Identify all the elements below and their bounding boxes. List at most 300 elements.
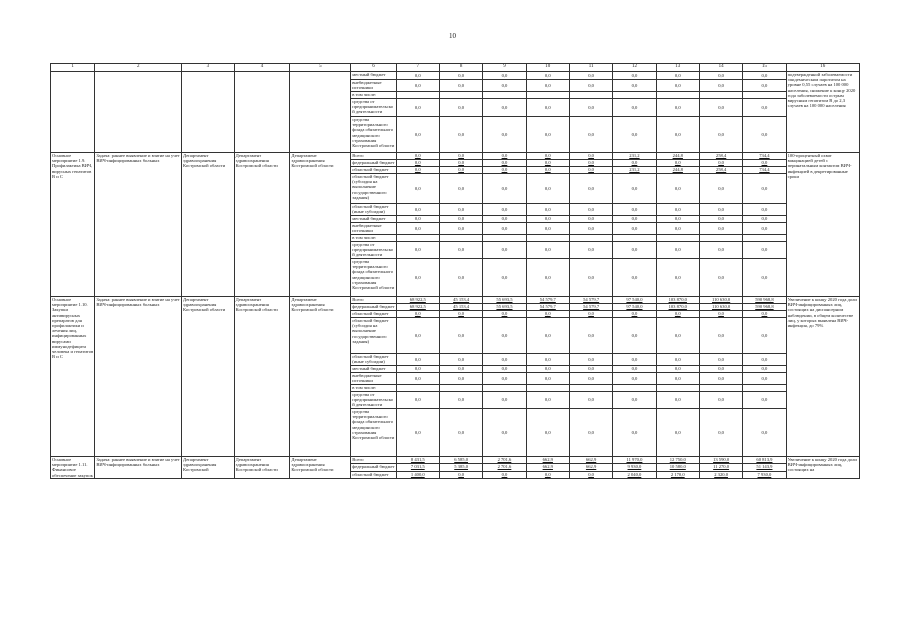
value-cell	[483, 385, 526, 392]
value-cell: 6 585,0	[439, 457, 482, 464]
value-cell: 0,0	[569, 216, 612, 223]
value-cell: 0,0	[613, 72, 656, 80]
value-cell: 0,0	[699, 160, 742, 167]
value-cell: 0,0	[396, 153, 439, 160]
value-cell: 0,0	[439, 216, 482, 223]
value-cell: 0,0	[656, 72, 699, 80]
value-cell: 0,0	[743, 318, 786, 354]
value-cell	[526, 92, 569, 99]
task-text: Задача: раннее выявление и взятие на учет ВИЧ-инфицированных больных	[95, 457, 182, 479]
value-cell: 0,0	[699, 242, 742, 259]
value-cell: 0,0	[526, 160, 569, 167]
value-cell: 0,0	[526, 72, 569, 80]
value-cell: 0,0	[569, 174, 612, 204]
value-cell: 590 968,8	[743, 304, 786, 311]
value-cell: 0,0	[396, 216, 439, 223]
value-cell: 0,0	[483, 160, 526, 167]
funding-source-label: в том числе:	[351, 235, 396, 242]
value-cell	[483, 235, 526, 242]
value-cell: 0,0	[743, 80, 786, 92]
value-cell: 0,0	[569, 204, 612, 216]
value-cell: 2 320,0	[699, 471, 742, 478]
column-header: 5	[290, 64, 351, 72]
funding-source-label: средства территориального фонда обязательного медицинского страхования Костромской области	[351, 117, 396, 153]
value-cell: 0,0	[439, 117, 482, 153]
column-header: 4	[234, 64, 290, 72]
value-cell: 0,0	[569, 99, 612, 117]
value-cell	[613, 235, 656, 242]
value-cell: 590 968,8	[743, 297, 786, 304]
value-cell: 0,0	[743, 366, 786, 373]
value-cell: 2 701,6	[483, 464, 526, 471]
value-cell: 0,0	[613, 373, 656, 385]
value-cell: 0,0	[396, 80, 439, 92]
value-cell: 51 143,9	[743, 464, 786, 471]
value-cell: 0,0	[613, 80, 656, 92]
value-cell	[569, 92, 612, 99]
value-cell: 0,0	[483, 392, 526, 409]
value-cell: 0,0	[699, 117, 742, 153]
value-cell: 0,0	[743, 72, 786, 80]
value-cell: 0,0	[526, 174, 569, 204]
funding-source-label: средства от предпринимательской деятельности	[351, 242, 396, 259]
value-cell: 55 693,5	[483, 297, 526, 304]
value-cell	[396, 92, 439, 99]
value-cell: 0,0	[526, 311, 569, 318]
value-cell: 7 930,0	[743, 471, 786, 478]
value-cell: 0,0	[656, 80, 699, 92]
value-cell: 0,0	[743, 242, 786, 259]
value-cell: 662,9	[569, 464, 612, 471]
value-cell: 0,0	[526, 99, 569, 117]
value-cell: 7 031,5	[396, 464, 439, 471]
value-cell: 0,0	[483, 259, 526, 297]
value-cell: 0,0	[569, 72, 612, 80]
value-cell: 0,0	[613, 204, 656, 216]
value-cell: 231,2	[613, 167, 656, 174]
value-cell: 0,0	[743, 392, 786, 409]
value-cell: 97 540,0	[613, 304, 656, 311]
value-cell: 0,0	[526, 373, 569, 385]
value-cell: 0,0	[699, 80, 742, 92]
value-cell	[526, 385, 569, 392]
value-cell: 0,0	[656, 99, 699, 117]
value-cell: 0,0	[526, 216, 569, 223]
value-cell: 2 040,0	[613, 471, 656, 478]
recipient-cell: Департамент здравоохранения Костромской области	[290, 153, 351, 297]
funding-source-label: внебюджетные источники	[351, 373, 396, 385]
value-cell: 662,9	[569, 457, 612, 464]
value-cell: 0,0	[439, 167, 482, 174]
value-cell: 0,0	[526, 366, 569, 373]
value-cell: 0,0	[569, 259, 612, 297]
value-cell: 0,0	[396, 392, 439, 409]
task-text: Задача: раннее выявление и взятие на учет ВИЧ-инфицированных больных	[95, 297, 182, 457]
value-cell: 0,0	[656, 216, 699, 223]
value-cell: 0,0	[396, 174, 439, 204]
value-cell: 0,0	[483, 174, 526, 204]
value-cell: 0,0	[483, 117, 526, 153]
empty-cell	[95, 72, 182, 153]
value-cell: 231,2	[613, 153, 656, 160]
value-cell: 0,0	[569, 80, 612, 92]
value-cell: 0,0	[483, 311, 526, 318]
value-cell: 0,0	[699, 223, 742, 235]
value-cell: 0,0	[396, 366, 439, 373]
value-cell: 0,0	[699, 354, 742, 366]
value-cell: 0,0	[743, 311, 786, 318]
executor-cell: Департамент здравоохранения Костромской области	[182, 153, 235, 297]
value-cell: 45 153,4	[439, 304, 482, 311]
column-header: 9	[483, 64, 526, 72]
value-cell: 0,0	[699, 392, 742, 409]
value-cell: 0,0	[439, 259, 482, 297]
value-cell: 0,0	[483, 318, 526, 354]
customer-cell: Департамент здравоохранения Костромской области	[234, 457, 290, 479]
value-cell	[613, 385, 656, 392]
value-cell: 0,0	[613, 409, 656, 457]
value-cell: 0,0	[569, 409, 612, 457]
value-cell: 0,0	[483, 99, 526, 117]
value-cell: 0,0	[743, 160, 786, 167]
value-cell: 0,0	[569, 471, 612, 478]
value-cell: 54 579,7	[526, 304, 569, 311]
value-cell: 1 400,0	[396, 471, 439, 478]
value-cell: 0,0	[699, 72, 742, 80]
value-cell: 0,0	[699, 311, 742, 318]
value-cell: 0,0	[396, 373, 439, 385]
value-cell: 0,0	[743, 373, 786, 385]
recipient-cell: Департамент здравоохранения Костромской области	[290, 457, 351, 479]
funding-source-label: внебюджетные источники	[351, 80, 396, 92]
value-cell: 0,0	[743, 216, 786, 223]
value-cell: 0,0	[699, 318, 742, 354]
value-cell: 0,0	[569, 392, 612, 409]
value-cell: 0,0	[396, 72, 439, 80]
value-cell: 0,0	[396, 318, 439, 354]
value-cell: 0,0	[656, 354, 699, 366]
value-cell: 0,0	[483, 223, 526, 235]
funding-source-label: Всего	[351, 153, 396, 160]
value-cell: 0,0	[613, 392, 656, 409]
value-cell: 0,0	[613, 311, 656, 318]
value-cell: 0,0	[526, 392, 569, 409]
value-cell: 68 922,5	[396, 304, 439, 311]
value-cell: 734,4	[743, 167, 786, 174]
value-cell: 0,0	[656, 373, 699, 385]
value-cell: 0,0	[483, 471, 526, 478]
value-cell: 55 693,5	[483, 304, 526, 311]
expected-result: Увеличение к концу 2020 года доли ВИЧ-инфицированных лиц, состоящих на	[786, 457, 859, 479]
value-cell: 0,0	[656, 242, 699, 259]
value-cell: 0,0	[483, 80, 526, 92]
value-cell: 0,0	[743, 259, 786, 297]
page-number: 10	[449, 32, 456, 40]
value-cell: 0,0	[656, 366, 699, 373]
value-cell: 0,0	[699, 204, 742, 216]
value-cell: 0,0	[699, 409, 742, 457]
funding-source-label: средства от предпринимательской деятельности	[351, 99, 396, 117]
value-cell: 0,0	[699, 366, 742, 373]
value-cell: 0,0	[396, 409, 439, 457]
value-cell	[656, 235, 699, 242]
value-cell: 244,8	[656, 153, 699, 160]
value-cell: 0,0	[439, 392, 482, 409]
value-cell: 0,0	[613, 354, 656, 366]
value-cell: 0,0	[396, 167, 439, 174]
table-row	[51, 72, 860, 80]
column-header: 13	[656, 64, 699, 72]
value-cell: 0,0	[656, 259, 699, 297]
value-cell: 0,0	[743, 99, 786, 117]
funding-source-label: средства территориального фонда обязательного медицинского страхования Костромской области	[351, 259, 396, 297]
funding-source-label: областной бюджет	[351, 167, 396, 174]
value-cell: 0,0	[656, 117, 699, 153]
value-cell: 0,0	[396, 311, 439, 318]
value-cell	[699, 385, 742, 392]
value-cell: 0,0	[656, 318, 699, 354]
value-cell: 0,0	[656, 160, 699, 167]
value-cell: 0,0	[743, 409, 786, 457]
value-cell: 0,0	[439, 471, 482, 478]
value-cell: 0,0	[439, 242, 482, 259]
column-header: 2	[95, 64, 182, 72]
value-cell: 244,8	[656, 167, 699, 174]
funding-source-label: в том числе:	[351, 385, 396, 392]
funding-source-label: местный бюджет	[351, 72, 396, 80]
value-cell	[526, 235, 569, 242]
value-cell: 0,0	[396, 160, 439, 167]
value-cell: 0,0	[699, 99, 742, 117]
value-cell: 0,0	[699, 373, 742, 385]
value-cell: 0,0	[439, 409, 482, 457]
value-cell: 103 870,0	[656, 304, 699, 311]
value-cell: 13 590,0	[699, 457, 742, 464]
value-cell	[699, 235, 742, 242]
value-cell	[483, 92, 526, 99]
value-cell: 0,0	[613, 174, 656, 204]
task-text: Задача: раннее выявление и взятие на учет ВИЧ-инфицированных больных	[95, 153, 182, 297]
value-cell: 0,0	[483, 204, 526, 216]
customer-cell: Департамент здравоохранения Костромской области	[234, 153, 290, 297]
funding-source-label: областной бюджет (субсидия на выполнение государственного задания)	[351, 174, 396, 204]
value-cell: 0,0	[569, 354, 612, 366]
value-cell: 0,0	[439, 354, 482, 366]
value-cell: 0,0	[743, 174, 786, 204]
column-header: 12	[613, 64, 656, 72]
value-cell	[656, 92, 699, 99]
value-cell: 54 579,7	[569, 304, 612, 311]
value-cell: 12 750,0	[656, 457, 699, 464]
empty-cell	[290, 72, 351, 153]
funding-source-label: областной бюджет (иные субсидии)	[351, 204, 396, 216]
value-cell: 0,0	[569, 311, 612, 318]
column-header: 15	[743, 64, 786, 72]
value-cell: 0,0	[526, 117, 569, 153]
value-cell: 0,0	[483, 242, 526, 259]
value-cell: 0,0	[613, 223, 656, 235]
value-cell	[439, 385, 482, 392]
value-cell	[743, 92, 786, 99]
value-cell: 0,0	[743, 117, 786, 153]
funding-source-label: средства от предпринимательской деятельности	[351, 392, 396, 409]
table-row	[51, 297, 860, 304]
value-cell: 0,0	[656, 174, 699, 204]
value-cell: 0,0	[526, 471, 569, 478]
value-cell: 0,0	[613, 366, 656, 373]
value-cell: 2 701,6	[483, 457, 526, 464]
value-cell: 0,0	[526, 204, 569, 216]
table-row	[51, 153, 860, 160]
value-cell: 258,4	[699, 153, 742, 160]
value-cell: 0,0	[439, 160, 482, 167]
value-cell: 0,0	[569, 373, 612, 385]
funding-source-label: местный бюджет	[351, 366, 396, 373]
column-header: 8	[439, 64, 482, 72]
value-cell	[396, 385, 439, 392]
funding-source-label: областной бюджет	[351, 471, 396, 478]
value-cell: 0,0	[439, 80, 482, 92]
value-cell: 11 970,0	[613, 457, 656, 464]
value-cell: 0,0	[569, 160, 612, 167]
value-cell: 0,0	[396, 354, 439, 366]
value-cell	[569, 385, 612, 392]
expected-result: 100-процентный охват вакцинацией детей с перинатальным контактом ВИЧ-инфекцией в декретированные сроки	[786, 153, 859, 297]
value-cell: 0,0	[656, 204, 699, 216]
value-cell: 0,0	[526, 409, 569, 457]
value-cell: 0,0	[569, 366, 612, 373]
value-cell: 0,0	[743, 354, 786, 366]
value-cell: 0,0	[743, 223, 786, 235]
value-cell: 0,0	[439, 153, 482, 160]
value-cell: 0,0	[439, 72, 482, 80]
value-cell: 0,0	[613, 99, 656, 117]
value-cell: 0,0	[613, 117, 656, 153]
value-cell: 0,0	[613, 160, 656, 167]
column-header: 7	[396, 64, 439, 72]
table-row	[51, 457, 860, 464]
value-cell: 0,0	[396, 223, 439, 235]
value-cell: 0,0	[439, 318, 482, 354]
value-cell	[699, 92, 742, 99]
value-cell: 0,0	[439, 223, 482, 235]
value-cell: 0,0	[569, 223, 612, 235]
value-cell: 0,0	[483, 354, 526, 366]
funding-source-label: внебюджетные источники	[351, 223, 396, 235]
value-cell	[439, 235, 482, 242]
funding-source-label: областной бюджет (иные субсидии)	[351, 354, 396, 366]
value-cell: 0,0	[526, 223, 569, 235]
value-cell	[569, 235, 612, 242]
column-header: 16	[786, 64, 859, 72]
value-cell: 0,0	[656, 409, 699, 457]
value-cell: 0,0	[699, 216, 742, 223]
value-cell	[743, 385, 786, 392]
customer-cell: Департамент здравоохранения Костромской области	[234, 297, 290, 457]
value-cell: 0,0	[699, 259, 742, 297]
value-cell: 0,0	[656, 223, 699, 235]
measure-name: Основное мероприятие 1.10. Закупки антивирусных препаратов для профилактики и лечения лиц, инфицированных вирусами иммунодефицита человека и гепатитов В и С	[51, 297, 95, 457]
value-cell: 0,0	[613, 259, 656, 297]
value-cell: 8 431,5	[396, 457, 439, 464]
value-cell: 2 170,0	[656, 471, 699, 478]
value-cell: 10 580,0	[656, 464, 699, 471]
value-cell: 0,0	[396, 99, 439, 117]
value-cell: 0,0	[396, 117, 439, 153]
value-cell: 0,0	[656, 311, 699, 318]
funding-source-label: местный бюджет	[351, 216, 396, 223]
value-cell: 103 870,0	[656, 297, 699, 304]
value-cell	[656, 385, 699, 392]
value-cell: 0,0	[569, 117, 612, 153]
value-cell: 97 540,0	[613, 297, 656, 304]
value-cell: 0,0	[483, 167, 526, 174]
program-table	[50, 63, 860, 479]
funding-source-label: средства территориального фонда обязательного медицинского страхования Костромской области	[351, 409, 396, 457]
executor-cell: Департамент здравоохранения Костромской	[182, 457, 235, 479]
value-cell: 0,0	[396, 204, 439, 216]
value-cell: 0,0	[483, 216, 526, 223]
value-cell: 9 930,0	[613, 464, 656, 471]
value-cell: 0,0	[483, 373, 526, 385]
value-cell: 0,0	[439, 99, 482, 117]
value-cell: 0,0	[569, 318, 612, 354]
funding-source-label: Всего	[351, 297, 396, 304]
value-cell: 11 270,0	[699, 464, 742, 471]
value-cell: 0,0	[526, 153, 569, 160]
funding-source-label: федеральный бюджет	[352, 464, 395, 470]
column-header: 1	[51, 64, 95, 72]
executor-cell: Департамент здравоохранения Костромской области	[182, 297, 235, 457]
value-cell: 0,0	[483, 409, 526, 457]
value-cell: 0,0	[483, 153, 526, 160]
value-cell	[396, 235, 439, 242]
measure-name: Основное мероприятие 1.9. Профилактика ВИЧ, вирусных гепатитов В и С	[51, 153, 95, 297]
value-cell: 662,9	[526, 464, 569, 471]
value-cell: 54 579,7	[569, 297, 612, 304]
value-cell: 0,0	[439, 311, 482, 318]
value-cell: 45 153,4	[439, 297, 482, 304]
value-cell: 0,0	[526, 80, 569, 92]
value-cell: 0,0	[656, 392, 699, 409]
empty-cell	[182, 72, 235, 153]
value-cell: 0,0	[613, 216, 656, 223]
value-cell: 0,0	[526, 354, 569, 366]
funding-source-label: областной бюджет	[351, 311, 396, 318]
column-header: 14	[699, 64, 742, 72]
value-cell: 0,0	[526, 259, 569, 297]
value-cell: 0,0	[439, 373, 482, 385]
value-cell: 0,0	[483, 366, 526, 373]
value-cell: 60 813,9	[743, 457, 786, 464]
expected-result: Увеличение к концу 2020 года доли ВИЧ-инфицированных лиц, состоящих на диспансерном наблюдении, в общем количестве лиц, у которых выявлена ВИЧ-инфекция, до 79%	[786, 297, 859, 457]
funding-source-label: федеральный бюджет	[352, 160, 395, 165]
value-cell: 662,9	[526, 457, 569, 464]
value-cell: 0,0	[743, 204, 786, 216]
column-header: 6	[351, 64, 396, 72]
value-cell: 0,0	[569, 242, 612, 259]
value-cell: 0,0	[439, 204, 482, 216]
value-cell: 0,0	[613, 318, 656, 354]
column-header: 11	[569, 64, 612, 72]
funding-source-label: федеральный бюджет	[352, 304, 395, 309]
measure-name: Основное мероприятие 1.11. Финансовое обеспечение закупок	[52, 457, 93, 478]
value-cell: 0,0	[483, 72, 526, 80]
funding-source-label: Всего	[351, 457, 396, 464]
funding-source-label: областной бюджет (субсидия на выполнение государственного задания)	[351, 318, 396, 354]
column-number-row	[51, 64, 860, 72]
expected-result: подтвержденной заболеваемости эпидемическим паротитом на уровне 0,55 случаев на 100 000 населения, снижение к концу 2020 года заболеваемости острым вирусным гепатитом В до 2,3 случаев на 100 000 населения	[786, 72, 859, 153]
